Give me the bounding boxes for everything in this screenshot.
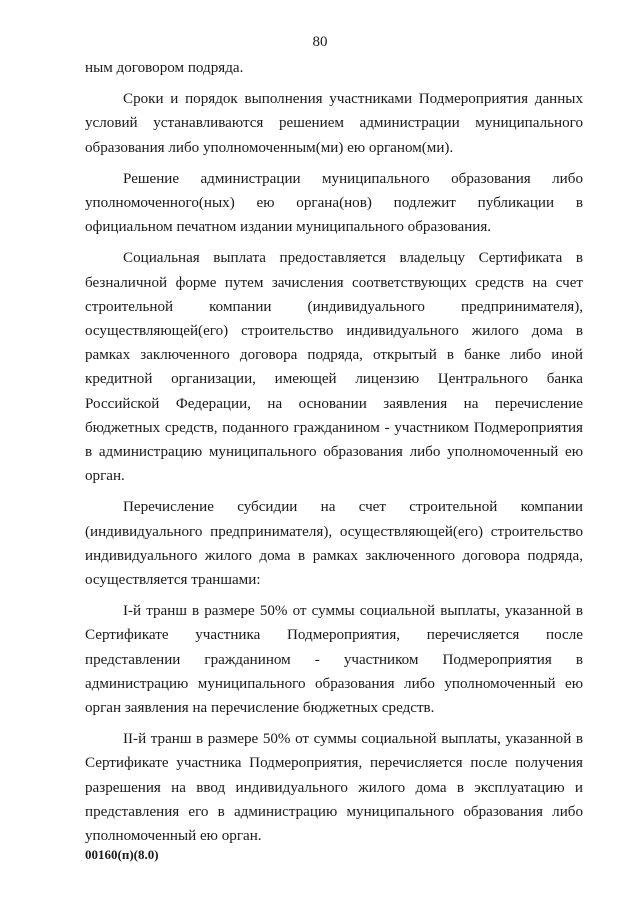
- paragraph-continuation: ным договором подряда.: [85, 60, 244, 76]
- document-body: [85, 56, 583, 855]
- page-number: 80: [312, 34, 328, 50]
- paragraph-second-tranche: II-й транш в размере 50% от суммы социальной выплаты, указанной в Сертификате участника Подмероприятия, перечисляется после получения разрешения на ввод индивидуального жилого дома в эксплуатацию и представления его в администрацию муниципального образования либо уполномоченный ею орган.: [85, 731, 583, 845]
- paragraph-subsidy-transfer: Перечисление субсидии на счет строительной компании (индивидуального предпринимателя), осуществляющей(его) строительство индивидуального жилого дома в рамках заключенного договора подряда, осуществляется траншами:: [85, 499, 583, 589]
- paragraph-first-tranche: I-й транш в размере 50% от суммы социальной выплаты, указанной в Сертификате участника Подмероприятия, перечисляется после представлении гражданином - участником Подмероприятия в администрацию муниципального образования либо уполномоченный ею орган заявления на перечисление бюджетных средств.: [85, 603, 583, 717]
- paragraph-social-payment: Социальная выплата предоставляется владельцу Сертификата в безналичной форме путем зачисления соответствующих средств на счет строительной компании (индивидуального предпринимателя), осуществляющей(его) строительство индивидуального жилого дома в рамках заключенного договора подряда, открытый в банке либо иной кредитной организации, имеющей лицензию Центрального банка Российской Федерации, на основании заявления на перечисление бюджетных средств, поданного гражданином - участником Подмероприятия в администрацию муниципального образования либо уполномоченный ею орган.: [85, 250, 583, 485]
- footer-document-code: 00160(п)(8.0): [85, 847, 159, 862]
- paragraph-publication: Решение администрации муниципального образования либо уполномоченного(ных) ею органа(нов) подлежит публикации в официальном печатном издании муниципального образования.: [85, 170, 583, 236]
- paragraph-terms: Сроки и порядок выполнения участниками Подмероприятия данных условий устанавливаются решением администрации муниципального образования либо уполномоченным(ми) ею органом(ми).: [85, 91, 583, 156]
